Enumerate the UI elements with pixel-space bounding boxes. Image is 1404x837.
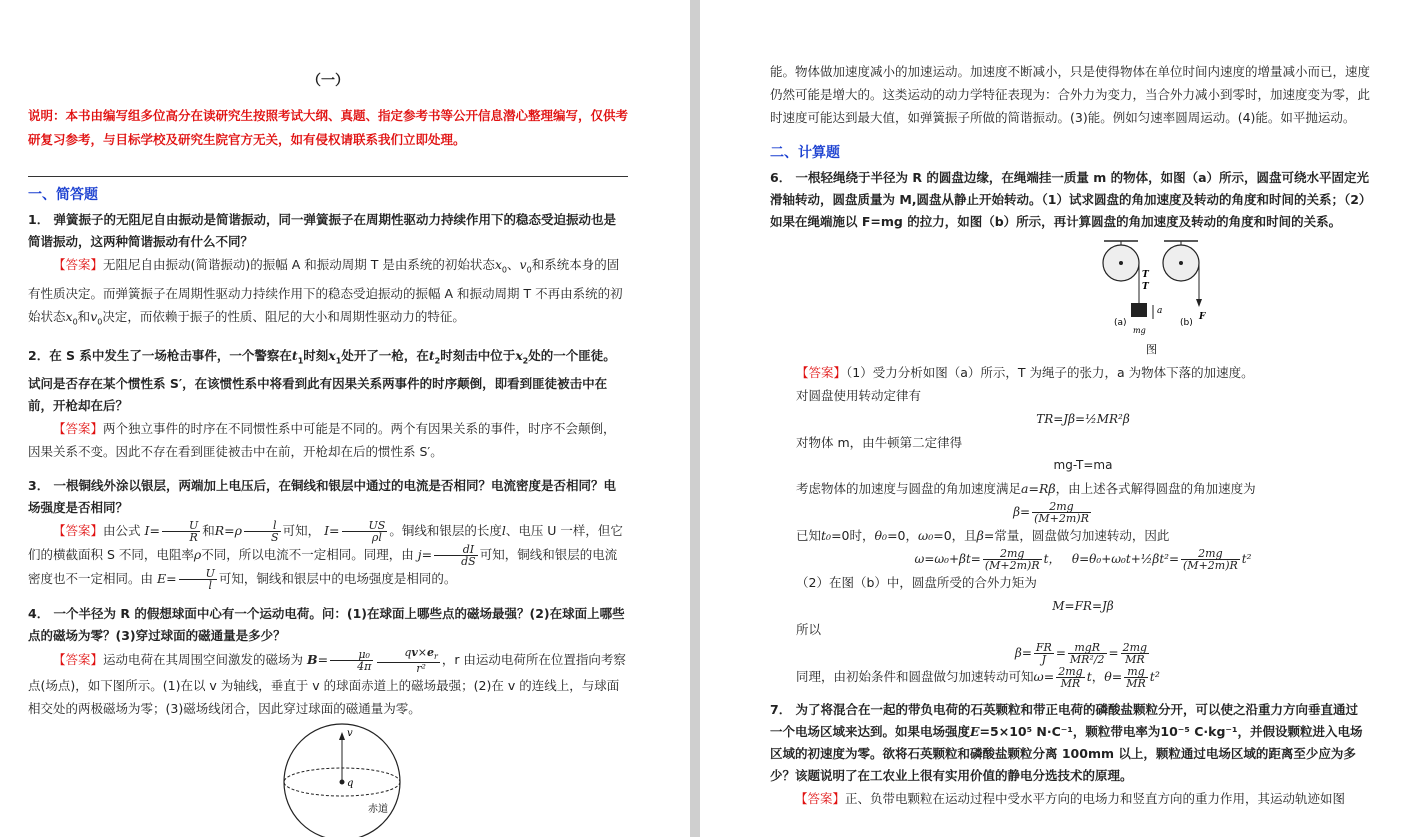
- svg-text:F: F: [1199, 312, 1206, 322]
- question-7: [770, 699, 1370, 810]
- answer-text: 【答案】由公式 I= $\frac{U}{R}$ 和R=ρ $\frac{l}{S}$ 可知， I= $\frac{US}{\rho l}$ 。铜线和银层的长度l、电压 U 一样，但它们的横截面积 S 不同，电阻率ρ不同，所以电流不一定相同。同理，由 j= $\frac{dI}{dS}$ 可知，铜线和银层的电流密度也不一定相同。由 E= $\frac{U}{l}$ 可知，铜线和银层中的电场强度是相同的。: [28, 518, 623, 592]
- answer-text: 【答案】正、负带电颗粒在运动过程中受水平方向的电场力和竖直方向的重力作用，其运动轨迹如图: [795, 791, 1346, 806]
- sphere-figure: [28, 720, 628, 837]
- question-text: 2．在 S 系中发生了一场枪击事件，一个警察在$t_1$时刻$x_1$处开了一枪，在$t_2$时刻击中位于$x_2$处的一个匪徒。试问是否存在某个惯性系 S′，在该惯性系中将看到此有因果关系两事件的时序颠倒，即看到匪徒被击中在前，开枪却在后？: [28, 348, 616, 413]
- svg-text:(a): (a): [1114, 318, 1127, 328]
- svg-text:T: T: [1142, 282, 1149, 292]
- question-2: [28, 345, 628, 463]
- svg-text:v: v: [347, 727, 353, 739]
- question-1: [28, 209, 628, 333]
- section-number: （一）: [307, 73, 349, 89]
- page-gap: [690, 0, 700, 837]
- question-text: 1． 弹簧振子的无阻尼自由振动是简谐振动，同一弹簧振子在周期性驱动力持续作用下的稳态受迫振动也是简谐振动，这两种简谐振动有什么不同？: [28, 212, 617, 249]
- page-left: [0, 0, 690, 837]
- section-heading-calculation: 二、计算题: [770, 145, 840, 161]
- question-6: [770, 167, 1370, 689]
- question-3: [28, 475, 628, 591]
- answer-text: 【答案】两个独立事件的时序在不同惯性系中可能是不同的。两个有因果关系的事件，时序不会颠倒，因果关系不变。因此不存在看到匪徒被击中在前，开枪却在后的惯性系 S′。: [28, 420, 616, 459]
- svg-text:mg: mg: [1133, 326, 1146, 335]
- question-4: [28, 603, 628, 837]
- answer-text: 【答案】无阻尼自由振动(简谐振动)的振幅 A 和振动周期 T 是由系统的初始状态$x_0$、$v_0$和系统本身的固有性质决定。而弹簧振子在周期性驱动力持续作用下的稳态受迫振动的振幅 A 和振动周期 T 不再由系统的初始状态$x_0$和$v_0$决定，而依赖于振子的性质、阻尼的大小和周期性驱动力的特征。: [28, 257, 623, 326]
- page-right: [700, 0, 1404, 837]
- question-text: 3． 一根铜线外涂以银层，两端加上电压后，在铜线和银层中通过的电流是否相同？电流密度是否相同？电场强度是否相同？: [28, 477, 617, 515]
- divider: [28, 176, 628, 177]
- answer-6: 【答案】（1）受力分析如图（a）所示，T 为绳子的张力，a 为物体下落的加速度。 对圆盘使用转动定律有 TR=Jβ=½MR²β 对物体 m，由牛顿第二定律得 mg-T=ma 考虑物体的加速度与圆盘的角加速度满足a=Rβ，由上述各式解得圆盘的角加速度为 β= $\frac{2mg}{(M+2m)R}$ 已知t₀=0时，θ₀=0，ω₀=0，且β=常量，圆盘做匀加速转动，因此 ω=ω₀+βt= $\frac{2mg}{(M+2m)R}$ t， θ=θ₀+ω₀t+½βt²= $\frac{2mg}{(M+2m)R}$ t² （2）在图（b）中，圆盘所受的合外力矩为 M=FR=Jβ 所以 β= $\frac{FR}{J}$ = $\frac{\text{mgR}}{\text{MR²/2}}$ = $\frac{2mg}{MR}$ 同理，由初始条件和圆盘做匀加速转动可知ω= $\frac{2mg}{MR}$ t，θ= $\frac{mg}{MR}$ t²: [796, 365, 1256, 690]
- svg-text:(b): (b): [1180, 318, 1193, 328]
- question-text: 7． 为了将混合在一起的带负电荷的石英颗粒和带正电荷的磷酸盐颗粒分开，可以使之沿重力方向垂直通过一个电场区域来达到。如果电场强度E=5×10⁵ N·C⁻¹，颗粒带电率为10⁻⁵ C·kg⁻¹，并假设颗粒进入电场区域的初速度为零。欲将石英颗粒和磷酸盐颗粒分离 100mm 以上，颗粒通过电场区域的距离至少应为多少？该题说明了在工农业上很有实用价值的静电分选技术的原理。: [770, 702, 1363, 783]
- svg-text:q: q: [347, 777, 354, 789]
- svg-text:a: a: [1157, 306, 1163, 316]
- svg-text:T: T: [1142, 270, 1149, 280]
- answer-text: 【答案】运动电荷在其周围空间激发的磁场为 B= $\frac{\text{μ₀}}{4\pi}$ $\frac{qv\times e_r}{\text{r²}}$ ，r 由运动电荷所在位置指向考察点(场点)，如下图所示。(1)在以 v 为轴线，垂直于 v 的球面赤道上的磁场最强；(2)在 v 的连线上，与球面相交处的两极磁场为零；(3)磁场线闭合，因此穿过球面的磁通量为零。: [28, 645, 626, 716]
- pulley-figure: [770, 233, 1370, 361]
- question-text: 4． 一个半径为 R 的假想球面中心有一个运动电荷。问：(1)在球面上哪些点的磁场最强？(2)在球面上哪些点的磁场为零？(3)穿过球面的磁通量是多少？: [28, 605, 625, 643]
- copyright-notice: 说明：本书由编写组多位高分在读研究生按照考试大纲、真题、指定参考书等公开信息潜心整理编写，仅供考研复习参考，与目标学校及研究生院官方无关，如有侵权请联系我们立即处理。: [28, 108, 629, 147]
- section-heading-short-answer: 一、简答题: [28, 187, 98, 203]
- svg-text:图: 图: [1146, 343, 1157, 356]
- question-text: 6． 一根轻绳绕于半径为 R 的圆盘边缘，在绳端挂一质量 m 的物体，如图（a）所示，圆盘可绕水平固定光滑轴转动，圆盘质量为 M,圆盘从静止开始转动。（1）试求圆盘的角加速度及转动的角度和时间的关系；（2）如果在绳端施以 F=mg 的拉力，如图（b）所示，再计算圆盘的角加速度及转动的角度和时间的关系。: [770, 170, 1370, 229]
- svg-text:赤道: 赤道: [368, 803, 388, 815]
- continued-answer: 能。物体做加速度减小的加速运动。加速度不断减小，只是使得物体在单位时间内速度的增量减小而已，速度仍然可能是增大的。这类运动的动力学特征表现为：合外力为变力，当合外力减小到零时，加速度变为零，此时速度可能达到最大值，如弹簧振子所做的简谐振动。(3)能。例如匀速率圆周运动。(4)能。如平抛运动。: [770, 64, 1371, 125]
